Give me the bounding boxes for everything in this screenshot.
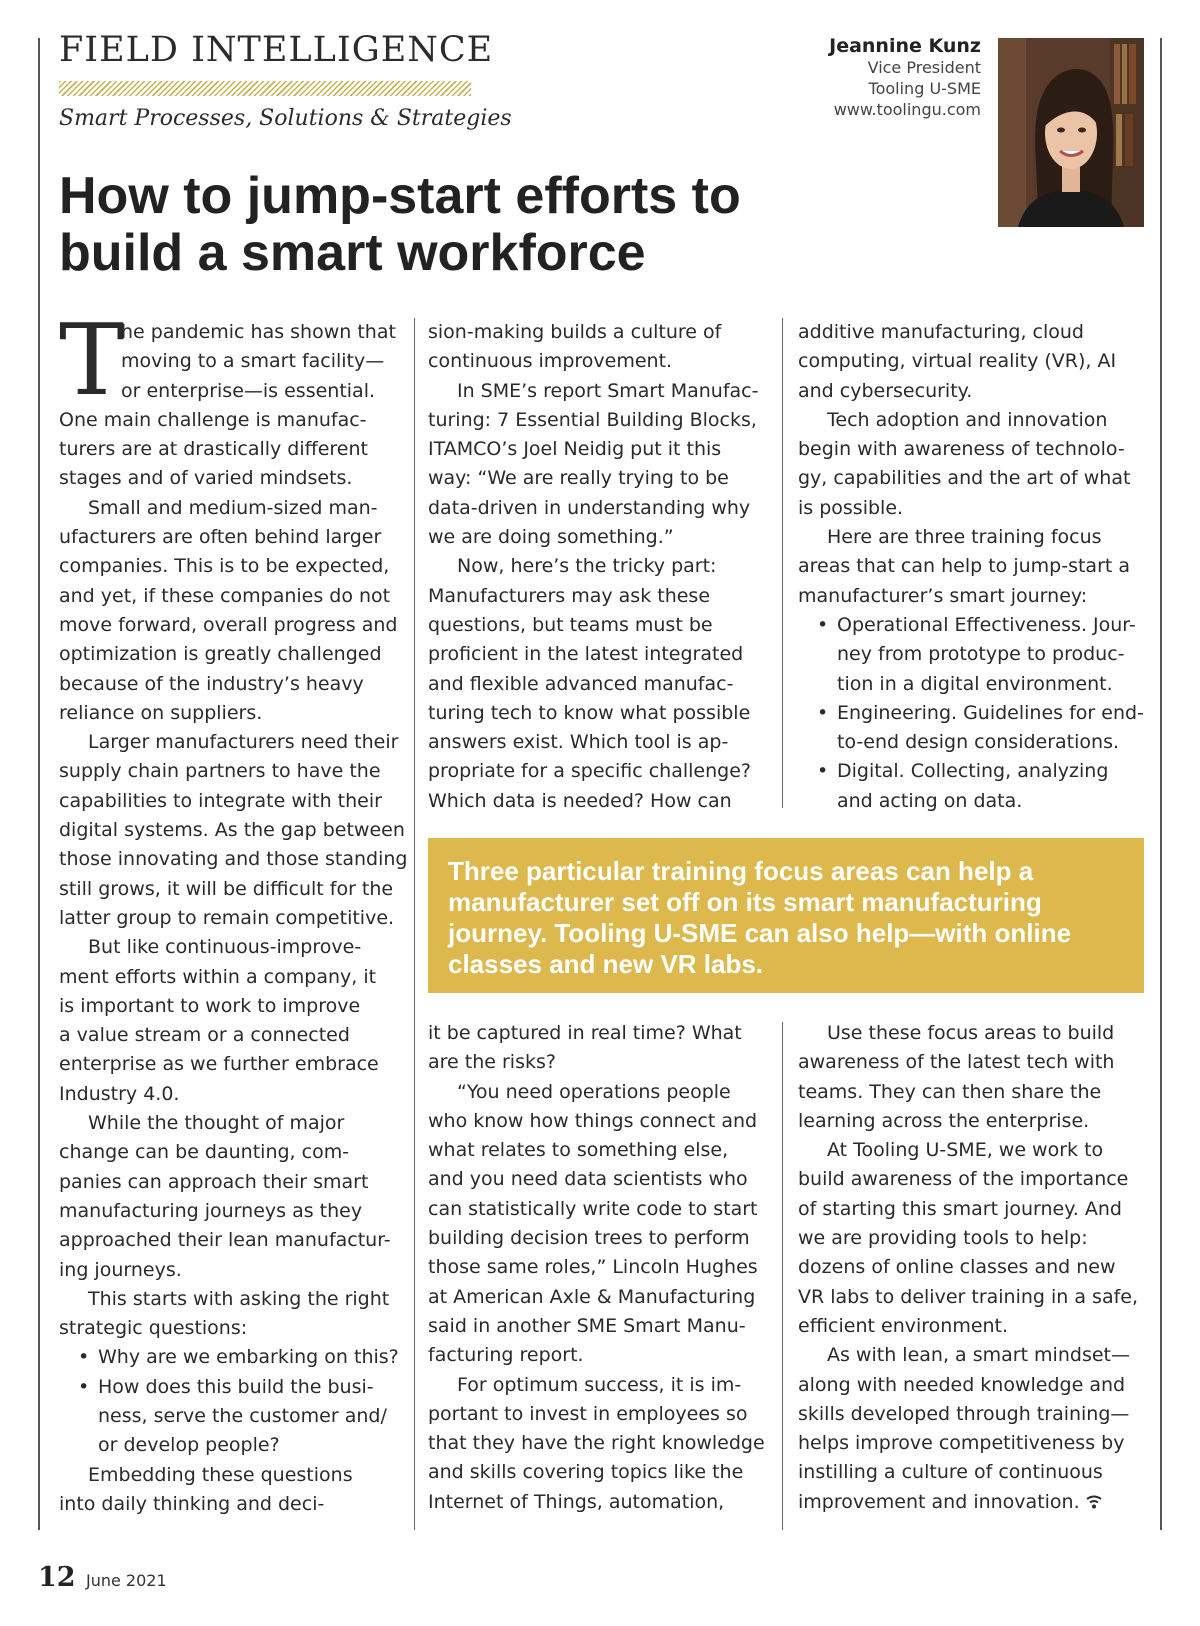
column-1-line: companies. This is to be expected, — [59, 555, 390, 578]
bullet-text: Why are we embarking on this? — [98, 1346, 399, 1369]
section-subtitle: Smart Processes, Solutions & Strategies — [59, 106, 512, 131]
column-3-bottom — [798, 1019, 1138, 1517]
column-3-line: awareness of the latest tech with — [798, 1051, 1115, 1074]
column-1-line: because of the industry’s heavy — [59, 672, 364, 695]
column-2-line: sion-making builds a culture of — [428, 321, 722, 343]
column-2-line: who know how things connect and — [428, 1109, 758, 1132]
column-3-line: begin with awareness of technolo- — [798, 438, 1125, 461]
column-rule-2-bottom — [782, 1022, 783, 1530]
column-3-line: learning across the enterprise. — [798, 1109, 1090, 1132]
column-3-line: along with needed knowledge and — [798, 1373, 1126, 1396]
column-2-line: said in another SME Smart Manu- — [428, 1314, 746, 1337]
column-3-line: manufacturer’s smart journey: — [798, 584, 1088, 607]
right-page-rule — [1160, 38, 1162, 1530]
column-2-line: building decision trees to perform — [428, 1227, 750, 1250]
column-1-line: strategic questions: — [59, 1317, 248, 1340]
bullet-text: Engineering. Guidelines for end- — [837, 701, 1144, 724]
author-photo — [998, 38, 1144, 227]
column-3-line: areas that can help to jump-start a — [798, 555, 1131, 578]
column-2-top — [428, 318, 758, 816]
column-1-line: supply chain partners to have the — [59, 760, 381, 783]
column-3-line: instilling a culture of continuous — [798, 1461, 1103, 1484]
column-1-line: One main challenge is manufac- — [59, 408, 367, 431]
column-2-line: “You need operations people — [457, 1080, 731, 1103]
page-number: 12 — [38, 1562, 76, 1593]
column-1-line: manufacturing journeys as they — [59, 1199, 363, 1222]
bullet-item — [59, 1373, 408, 1402]
column-1-line: he pandemic has shown that — [121, 321, 396, 343]
bullet-continuation: ney from prototype to produc- — [837, 643, 1125, 666]
column-rule-2-top — [782, 318, 783, 808]
column-1-line: a value stream or a connected — [59, 1024, 350, 1047]
column-2-line: those same roles,” Lincoln Hughes — [428, 1256, 758, 1279]
bullet-continuation: tion in a digital environment. — [837, 672, 1113, 695]
bullet-dot-icon: • — [817, 701, 829, 724]
column-2-line: portant to invest in employees so — [428, 1402, 748, 1425]
bullet-item — [59, 1343, 408, 1372]
column-1-line: into daily thinking and deci- — [59, 1492, 325, 1515]
column-1-line: Larger manufacturers need their — [88, 731, 399, 754]
column-3-line: dozens of online classes and new — [798, 1256, 1116, 1279]
column-2-line: that they have the right knowledge — [428, 1432, 765, 1455]
column-3-line: Tech adoption and innovation — [827, 408, 1108, 431]
column-3-line: helps improve competitiveness by — [798, 1432, 1125, 1455]
column-1-line: stages and of varied mindsets. — [59, 467, 353, 490]
drop-cap: T — [59, 304, 125, 418]
column-1-line: enterprise as we further embrace — [59, 1053, 379, 1076]
column-2-line: it be captured in real time? What — [428, 1022, 742, 1044]
column-1-line: Embedding these questions — [88, 1463, 353, 1486]
author-name: Jeannine Kunz — [829, 35, 981, 57]
bullet-dot-icon: • — [78, 1375, 90, 1398]
column-1-line: ment efforts within a company, it — [59, 965, 377, 988]
column-3-line: computing, virtual reality (VR), AI — [798, 350, 1117, 373]
column-1-line: optimization is greatly challenged — [59, 643, 382, 666]
column-2-line: For optimum success, it is im- — [457, 1373, 742, 1396]
column-2-line: propriate for a specific challenge? — [428, 760, 751, 783]
column-2-line: Which data is needed? How can — [428, 789, 732, 812]
bullet-dot-icon: • — [78, 1346, 90, 1369]
hatch-divider — [59, 81, 471, 96]
column-2-line: turing tech to know what possible — [428, 701, 751, 724]
column-1-line: Industry 4.0. — [59, 1082, 180, 1105]
bullet-continuation: and acting on data. — [837, 789, 1023, 812]
bullet-continuation: ness, serve the customer and/ — [98, 1404, 387, 1427]
column-3-line: of starting this smart journey. And — [798, 1197, 1122, 1220]
column-2-line: questions, but teams must be — [428, 613, 713, 636]
column-1-line: digital systems. As the gap between — [59, 819, 405, 842]
bullet-dot-icon: • — [817, 613, 829, 636]
column-2-line: can statistically write code to start — [428, 1197, 758, 1220]
column-1-line: panies can approach their smart — [59, 1170, 369, 1193]
headline: How to jump-start efforts to build a smart workforce — [59, 167, 741, 282]
column-3-line: additive manufacturing, cloud — [798, 321, 1084, 343]
column-3-line: As with lean, a smart mindset— — [827, 1344, 1130, 1367]
column-3-top — [798, 318, 1144, 816]
final-line-text: improvement and innovation. — [798, 1490, 1080, 1513]
column-1-line: or enterprise—is essential. — [121, 379, 376, 402]
column-1-line: Small and medium-sized man- — [88, 496, 378, 519]
pull-quote-box — [428, 838, 1144, 993]
column-1-line: ing journeys. — [59, 1258, 182, 1281]
column-1-line: capabilities to integrate with their — [59, 789, 382, 812]
column-1-line: turers are at drastically different — [59, 438, 368, 461]
column-1-line: still grows, it will be difficult for the — [59, 877, 394, 900]
column-3-line: efficient environment. — [798, 1314, 1009, 1337]
column-1-line: While the thought of major — [88, 1112, 345, 1135]
column-2-line: In SME’s report Smart Manufac- — [457, 379, 759, 402]
column-1-line: ufacturers are often behind larger — [59, 526, 382, 549]
author-block — [829, 36, 981, 120]
column-3-line: is possible. — [798, 496, 904, 519]
column-2-line: way: “We are really trying to be — [428, 467, 729, 490]
column-3-line: skills developed through training— — [798, 1402, 1130, 1425]
bullet-item — [798, 757, 1144, 786]
end-mark-icon — [1086, 1495, 1102, 1509]
column-2-line: and skills covering topics like the — [428, 1461, 744, 1484]
column-2-line: and flexible advanced manufac- — [428, 672, 734, 695]
bullet-continuation: or develop people? — [98, 1434, 280, 1457]
column-1-line: But like continuous-improve- — [88, 936, 362, 959]
bullet-text: Operational Effectiveness. Jour- — [837, 613, 1136, 636]
bullet-text: Digital. Collecting, analyzing — [837, 760, 1109, 783]
column-1-line: those innovating and those standing — [59, 848, 408, 871]
column-1-line: moving to a smart facility— — [121, 350, 385, 373]
column-3-line: Here are three training focus — [827, 526, 1102, 549]
column-2-line: we are doing something.” — [428, 526, 674, 549]
bullet-continuation: to-end design considerations. — [837, 731, 1120, 754]
column-3-line: VR labs to deliver training in a safe, — [798, 1285, 1139, 1308]
column-2-line: data-driven in understanding why — [428, 496, 751, 519]
column-2-line: facturing report. — [428, 1344, 584, 1367]
column-1-line: change can be daunting, com- — [59, 1141, 350, 1164]
column-3-line: and cybersecurity. — [798, 379, 973, 402]
column-2-line: Now, here’s the tricky part: — [457, 555, 717, 578]
bullet-item — [798, 611, 1144, 640]
bullet-item — [798, 699, 1144, 728]
column-2-line: continuous improvement. — [428, 350, 673, 373]
section-title: FIELD INTELLIGENCE — [59, 30, 494, 70]
column-1-line: latter group to remain competitive. — [59, 906, 395, 929]
column-3-line: Use these focus areas to build — [827, 1022, 1115, 1044]
column-2-line: ITAMCO’s Joel Neidig put it this — [428, 438, 722, 461]
column-1 — [59, 318, 408, 1519]
column-2-line: Manufacturers may ask these — [428, 584, 711, 607]
author-role: Vice President — [867, 58, 981, 77]
author-company: Tooling U-SME — [868, 79, 981, 98]
author-website[interactable]: www.toolingu.com — [833, 100, 981, 119]
pull-quote-text: Three particular training focus areas can help a manufacturer set off on its smart manufacturing journey. Tooling U-SME can also help—with online classes and new VR labs. — [448, 856, 1072, 979]
column-2-line: turing: 7 Essential Building Blocks, — [428, 408, 757, 431]
column-3-line: teams. They can then share the — [798, 1080, 1102, 1103]
issue-date: June 2021 — [86, 1571, 167, 1590]
column-2-bottom — [428, 1019, 765, 1517]
column-rule-1 — [414, 318, 415, 1530]
column-3-line: At Tooling U-SME, we work to — [827, 1139, 1104, 1162]
column-3-line: gy, capabilities and the art of what — [798, 467, 1131, 490]
column-3-line: we are providing tools to help: — [798, 1227, 1088, 1250]
column-2-line: Internet of Things, automation, — [428, 1490, 725, 1513]
column-2-line: and you need data scientists who — [428, 1168, 748, 1191]
column-1-line: reliance on suppliers. — [59, 701, 263, 724]
column-2-line: proficient in the latest integrated — [428, 643, 744, 666]
column-1-line: This starts with asking the right — [88, 1287, 390, 1310]
column-2-line: at American Axle & Manufacturing — [428, 1285, 756, 1308]
column-2-line: are the risks? — [428, 1051, 556, 1074]
column-2-line: answers exist. Which tool is ap- — [428, 731, 729, 754]
bullet-dot-icon: • — [817, 760, 829, 783]
left-page-rule — [38, 38, 40, 1530]
column-2-line: what relates to something else, — [428, 1139, 729, 1162]
bullet-text: How does this build the busi- — [98, 1375, 374, 1398]
column-3-line: build awareness of the importance — [798, 1168, 1129, 1191]
column-1-line: is important to work to improve — [59, 994, 361, 1017]
column-1-line: move forward, overall progress and — [59, 613, 398, 636]
column-1-line: and yet, if these companies do not — [59, 584, 391, 607]
column-3-line — [798, 1488, 1138, 1517]
column-1-line: approached their lean manufactur- — [59, 1229, 391, 1252]
